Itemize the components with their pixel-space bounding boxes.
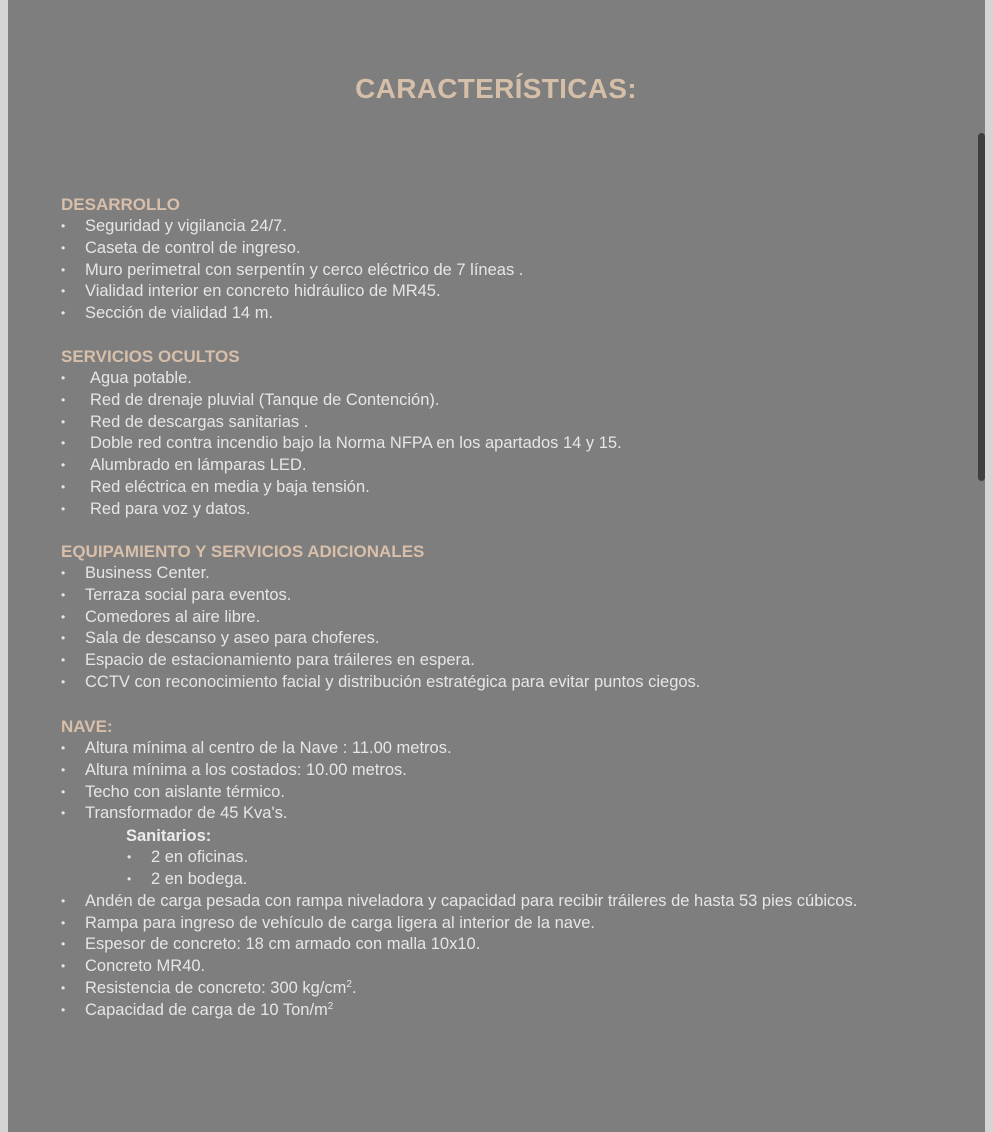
list-item: • Espacio de estacionamiento para tráileres en espera. [61, 650, 424, 672]
list-item: • Altura mínima a los costados: 10.00 metros. [61, 760, 211, 782]
list-item: • Red eléctrica en media y baja tensión. [61, 477, 240, 499]
bullet-icon: • [61, 436, 66, 451]
list-item: • Red para voz y datos. [61, 499, 240, 521]
bullet-list [61, 891, 858, 1022]
bullet-icon: • [61, 371, 66, 385]
bullet-icon: • [61, 566, 66, 580]
list-item: • Transformador de 45 Kva's. [61, 803, 211, 825]
bullet-icon: • [61, 414, 66, 429]
section-heading: SERVICIOS OCULTOS [61, 347, 240, 366]
list-item: • Espesor de concreto: 18 cm armado con malla 10x10. [61, 934, 211, 956]
list-item: • Seguridad y vigilancia 24/7. [61, 216, 180, 238]
list-item: • Comedores al aire libre. [61, 607, 424, 629]
list-item: • Vialidad interior en concreto hidráulico de MR45. [61, 281, 180, 303]
list-item: • Agua potable. [61, 368, 240, 390]
bullet-icon: • [61, 262, 66, 277]
bullet-icon: • [61, 784, 66, 799]
list-item [61, 1000, 334, 1022]
sub-bullet-list [61, 847, 249, 891]
list-item: • CCTV con reconocimiento facial y distribución estratégica para evitar puntos ciegos. [61, 672, 424, 694]
bullet-icon: • [61, 219, 66, 233]
list-item: • Rampa para ingreso de vehículo de carga ligera al interior de la nave. [61, 913, 211, 935]
bullet-icon: • [61, 653, 66, 668]
bullet-icon: • [61, 1002, 66, 1017]
bullet-icon: • [61, 284, 66, 299]
bullet-icon: • [61, 893, 66, 908]
bullet-icon: • [61, 479, 66, 494]
list-item: • Red de descargas sanitarias . [61, 412, 240, 434]
list-item: • Andén de carga pesada con rampa niveladora y capacidad para recibir tráileres de hasta 53 pies cúbicos. [61, 891, 211, 913]
bullet-icon: • [61, 915, 66, 930]
list-item: • Business Center. [61, 563, 424, 585]
bullet-icon: • [127, 850, 132, 865]
section-servicios-ocultos [61, 346, 622, 521]
list-item: • Terraza social para eventos. [61, 585, 424, 607]
section-nave [61, 716, 858, 1022]
list-item: • Techo con aislante térmico. [61, 782, 211, 804]
bullet-icon: • [61, 240, 66, 255]
list-item: • Muro perimetral con serpentín y cerco eléctrico de 7 líneas . [61, 260, 180, 282]
bullet-icon: • [61, 674, 66, 689]
bullet-icon: • [61, 458, 66, 473]
list-item [61, 978, 357, 1000]
bullet-icon: • [61, 392, 66, 407]
list-item: • Red de drenaje pluvial (Tanque de Contención). [61, 390, 240, 412]
section-desarrollo [61, 194, 524, 325]
list-item: • Doble red contra incendio bajo la Norma NFPA en los apartados 14 y 15. [61, 433, 240, 455]
bullet-list [61, 738, 452, 825]
vertical-scrollbar[interactable] [978, 133, 985, 481]
list-item: • Caseta de control de ingreso. [61, 238, 180, 260]
section-heading: EQUIPAMIENTO Y SERVICIOS ADICIONALES [61, 542, 425, 561]
bullet-icon: • [61, 762, 66, 777]
list-item: • 2 en oficinas. [61, 847, 211, 869]
bullet-list [61, 216, 524, 325]
bullet-list [61, 368, 622, 521]
list-item: • Sección de vialidad 14 m. [61, 303, 180, 325]
list-item: • 2 en bodega. [61, 869, 211, 891]
page-title: CARACTERÍSTICAS: [355, 73, 637, 104]
bullet-icon: • [61, 609, 66, 624]
capacidad-text: Capacidad de carga de 10 Ton/$m^2$ [85, 1000, 334, 1019]
bullet-icon: • [127, 871, 132, 886]
list-item: • Concreto MR40. [61, 956, 211, 978]
bullet-icon: • [61, 806, 66, 821]
section-heading: NAVE: [61, 717, 113, 736]
bullet-icon: • [61, 937, 66, 952]
list-item: • Alumbrado en lámparas LED. [61, 455, 240, 477]
bullet-icon: • [61, 980, 66, 995]
resistencia-text: Resistencia de concreto: 300 $kg/cm^2$. [85, 978, 357, 997]
section-heading: DESARROLLO [61, 195, 180, 214]
bullet-icon: • [61, 741, 66, 755]
bullet-icon: • [61, 959, 66, 974]
bullet-icon: • [61, 631, 66, 646]
section-equipamiento [61, 541, 701, 694]
list-item: • Altura mínima al centro de la Nave : 11.00 metros. [61, 738, 211, 760]
bullet-icon: • [61, 587, 66, 602]
bullet-list [61, 563, 701, 694]
bullet-icon: • [61, 306, 66, 321]
list-item: • Sala de descanso y aseo para choferes. [61, 628, 424, 650]
sanitarios-subheading: Sanitarios: [126, 827, 212, 846]
bullet-icon: • [61, 501, 66, 516]
